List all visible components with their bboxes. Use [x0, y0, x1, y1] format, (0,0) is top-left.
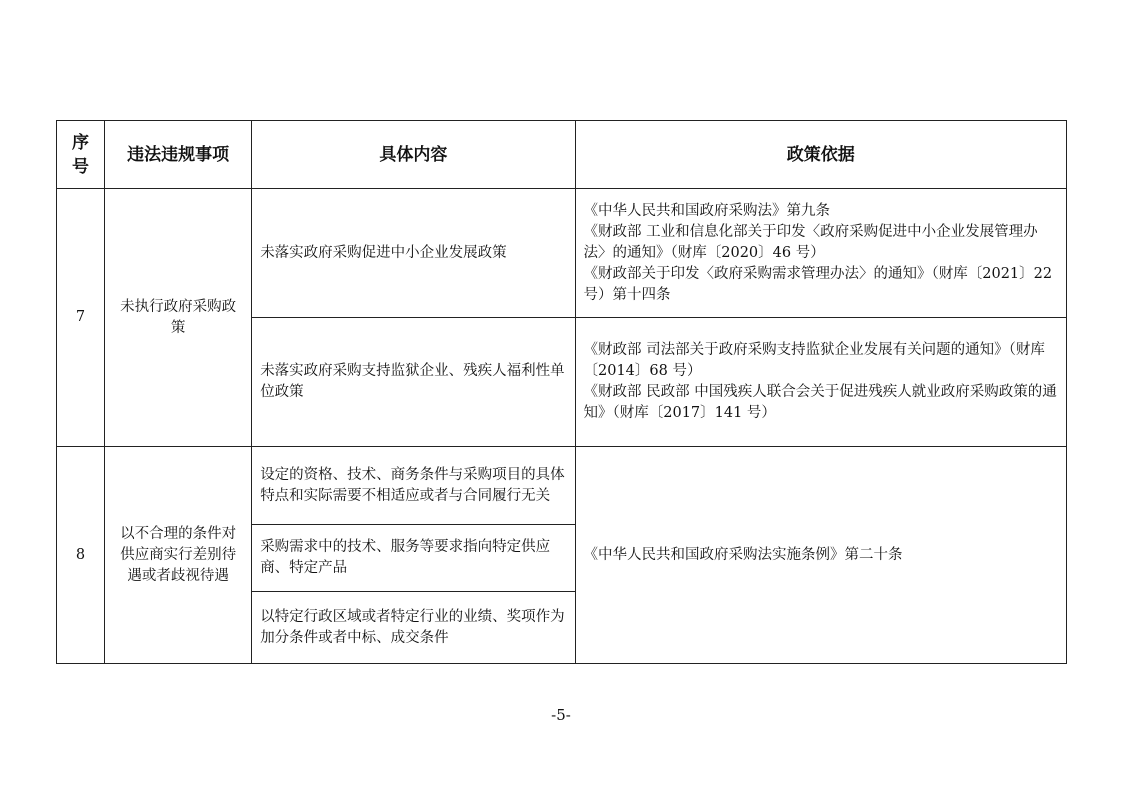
policy-table — [56, 120, 1067, 664]
header-item: 违法违规事项 — [105, 121, 252, 189]
table-row — [57, 447, 1067, 525]
header-content: 具体内容 — [252, 121, 575, 189]
policy-basis — [575, 189, 1067, 318]
policy-basis-line: 《财政部 民政部 中国残疾人联合会关于促进残疾人就业政府采购政策的通知》（财库〔2017〕141 号） — [583, 384, 1057, 421]
policy-basis-line: 《财政部关于印发〈政府采购需求管理办法〉的通知》（财库〔2021〕22 号）第十四条 — [583, 265, 1053, 303]
specific-content: 未落实政府采购支持监狱企业、残疾人福利性单位政策 — [252, 318, 575, 447]
policy-basis-line: 《中华人民共和国政府采购法》第九条 — [583, 202, 830, 219]
specific-content: 设定的资格、技术、商务条件与采购项目的具体特点和实际需要不相适应或者与合同履行无关 — [252, 447, 575, 525]
violation-item: 未执行政府采购政策 — [105, 189, 252, 447]
policy-basis: 《中华人民共和国政府采购法实施条例》第二十条 — [575, 447, 1067, 664]
page-number: -5- — [551, 706, 571, 724]
table-header-row — [57, 121, 1067, 189]
table-row — [57, 189, 1067, 318]
row-number: 8 — [57, 447, 105, 664]
policy-basis-line: 《财政部 工业和信息化部关于印发〈政府采购促进中小企业发展管理办法〉的通知》（财库〔2020〕46 号） — [583, 223, 1038, 261]
header-no: 序号 — [57, 121, 105, 189]
policy-basis — [575, 318, 1067, 447]
policy-basis-line: 《财政部 司法部关于政府采购支持监狱企业发展有关问题的通知》（财库〔2014〕68 号） — [583, 342, 1045, 379]
header-basis: 政策依据 — [575, 121, 1067, 189]
row-number: 7 — [57, 189, 105, 447]
violation-item: 以不合理的条件对供应商实行差别待遇或者歧视待遇 — [105, 447, 252, 664]
specific-content: 未落实政府采购促进中小企业发展政策 — [252, 189, 575, 318]
specific-content: 采购需求中的技术、服务等要求指向特定供应商、特定产品 — [252, 525, 575, 592]
specific-content: 以特定行政区域或者特定行业的业绩、奖项作为加分条件或者中标、成交条件 — [252, 592, 575, 664]
